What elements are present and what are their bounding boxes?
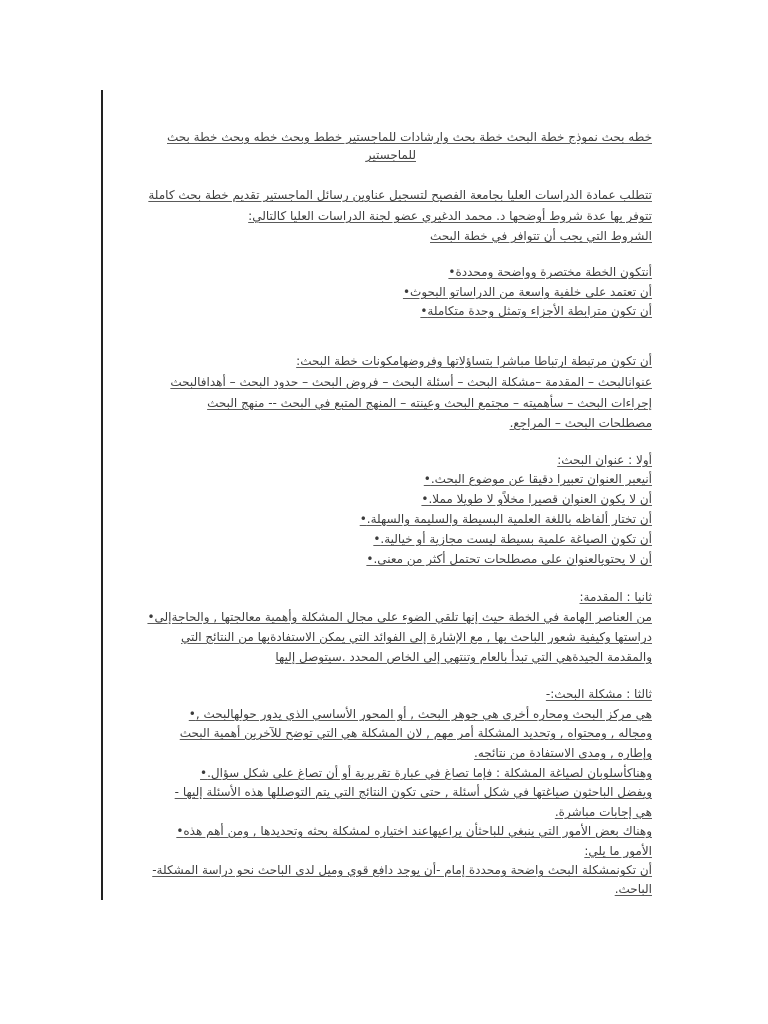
section3-line-10: الباحث. (614, 882, 652, 896)
section1-item (367, 530, 652, 548)
section1-item-text: أن لا يكون العنوان قصيرا مخلاًو لا طويلا مملا. (428, 492, 652, 506)
section3-line-4 (194, 764, 652, 782)
bullet-icon: • (448, 265, 456, 279)
bullet-icon: • (147, 610, 155, 624)
section3-line-8: الأمور ما يلي: (584, 844, 652, 858)
section1-item-text: أن لا يحتويالعنوان على مصطلحات تحتمل أكثر من معنى. (373, 552, 652, 566)
section2-heading: ثانيا : المقدمة: (579, 590, 652, 604)
section1-heading: أولا : عنوان البحث: (557, 453, 652, 467)
section3-line-text: هي مركز البحث ومحاره أخرى هي جوهر البحث , أو المحور الأساسي الذي يدور حولهالبحث , (195, 707, 652, 721)
doc-title-line-1: خطه بحث نموذج خطة البحث خطة بحث وارشادات للماجستير خطط وبحث خطه وبحث خطة بحث (167, 130, 652, 144)
section3-line-9: أن تكونمشكلة البحث واضحة ومحددة إمام -أن يوجد دافع قوي وميل لدى الباحث نحو دراسة المشكلة- (152, 863, 652, 877)
section1-item-text: أنيعبر العنوان تعبيرا دقيقا عن موضوع البحث. (430, 472, 652, 486)
section1-item (354, 510, 652, 528)
bullet-icon: • (176, 824, 184, 838)
section1-item (415, 490, 652, 508)
section3-line-5: ويفضل الباحثون صياغتها في شكل أسئلة , حتى تكون النتائج التي يتم التوصللها هذه الأسئلة إليها - (174, 785, 652, 799)
components-line-2: عنوانالبحث – المقدمة –مشكلة البحث – أسئلة البحث – فروض البحث – حدود البحث – أهدافالبحث (170, 375, 652, 389)
section3-line-6: هي إجابات مباشرة. (554, 805, 652, 819)
section2-line-1 (141, 608, 652, 626)
section1-item-text: أن تختار ألفاظه باللغة العلمية البسيطة والسليمة والسهلة. (366, 512, 652, 526)
section3-line-2: ومجاله , ومحتواه , وتحديد المشكلة أمر مهم , لان المشكلة هي التي توضح للآخرين أهمية البحث (179, 726, 652, 740)
intro-line-3: الشروط التي يجب أن تتوافر في خطة البحث (430, 229, 652, 243)
section3-line-7 (170, 822, 652, 840)
section1-item (418, 470, 652, 488)
section1-item (360, 550, 652, 568)
components-line-3: إجراءات البحث – سأهميته – مجتمع البحث وعينته – المنهج المتبع في البحث -- منهج البحث (207, 396, 652, 410)
section2-line-2: دراستها وكيفية شعور الباحث بها , مع الإشارة إلى الفوائد التي يمكن الاستفادةبها من النتائج التي (180, 630, 652, 644)
bullet-icon: • (359, 512, 367, 526)
bullet-icon: • (188, 707, 196, 721)
left-margin-line (101, 90, 103, 900)
bullet-icon: • (373, 532, 381, 546)
condition-text: أنتكون الخطة مختصرة وواضحة ومحددة (455, 265, 652, 279)
section1-item-text: أن تكون الصياغة علمية بسيطة ليست مجازية أو خيالية. (380, 532, 652, 546)
condition-text: أن تكون مترابطة الأجزاء وتمثل وحدة متكاملة (427, 304, 652, 318)
condition-item (414, 302, 652, 320)
condition-text: أن تعتمد على خلفية واسعة من الدراساتو البحوث (410, 285, 652, 299)
section3-line-3: وإطاره , ومدى الاستفادة من نتائجه. (474, 746, 652, 760)
condition-item (442, 263, 652, 281)
bullet-icon: • (366, 552, 374, 566)
bullet-icon: • (423, 472, 431, 486)
bullet-icon: • (200, 766, 208, 780)
section2-line-text: من العناصر الهامة في الخطة حيث إنها تلقي الضوء على مجال المشكلة وأهمية معالجتها , والحاجةإلى (154, 610, 652, 624)
section3-line-text: وهناك بعض الأمور التي ينبغي للباحثأن يراعيهاعند اختياره لمشكلة بحثه وتحديدها , ومن أهم هذه (183, 824, 652, 838)
condition-item (397, 283, 652, 301)
section3-heading: ثالثا : مشكلة البحث:- (545, 687, 652, 701)
intro-line-2: تتوفر بها عدة شروط أوضحها د. محمد الدغيري عضو لجنة الدراسات العليا كالتالي: (248, 209, 652, 223)
doc-title-line-2: للماجستير (365, 148, 416, 162)
bullet-icon: • (420, 304, 428, 318)
components-line-1: أن تكون مرتبطة ارتباطا مباشرا بتساؤلاتها وفروضهامكونات خطة البحث: (296, 354, 652, 368)
section2-line-3: والمقدمة الجيدةهي التي تبدأ بالعام وتنتهي إلى الخاص المحدد .سيتوصل إليها (275, 650, 652, 664)
components-line-4: مصطلحات البحث – المراجع. (509, 416, 652, 430)
section3-line-text: وهناكأسلوبان لصياغة المشكلة : فإما تصاغ في عبارة تقريرية أو أن تصاغ على شكل سؤال. (207, 766, 652, 780)
bullet-icon: • (402, 285, 411, 299)
bullet-icon: • (421, 492, 429, 506)
section3-line-1 (183, 705, 652, 723)
intro-line-1: تتطلب عمادة الدراسات العليا بجامعة الفصيح لتسجيل عناوين رسائل الماجستير تقديم خطة بحث كاملة (148, 188, 652, 202)
